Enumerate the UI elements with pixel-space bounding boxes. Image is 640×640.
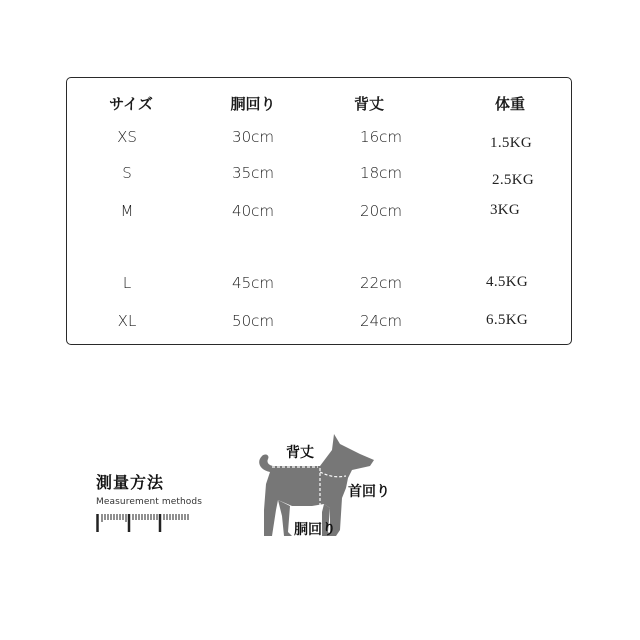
neck-girth-label: 首回り — [348, 484, 390, 500]
row-xl-waist: 50cm — [232, 312, 274, 330]
measurement-subtitle: Measurement methods — [96, 497, 202, 507]
row-xs-weight: 1.5KG — [490, 135, 532, 151]
size-table — [66, 77, 572, 345]
row-xl-weight: 6.5KG — [486, 312, 528, 328]
row-xs-back: 16cm — [360, 128, 402, 146]
row-s-size: S — [122, 164, 132, 182]
header-waist: 胴回り — [230, 95, 276, 113]
row-l-size: L — [122, 274, 132, 292]
row-m-waist: 40cm — [232, 202, 274, 220]
row-xl-size: XL — [117, 312, 137, 330]
row-m-weight: 3KG — [489, 202, 521, 218]
row-l-weight: 4.5KG — [486, 274, 528, 290]
row-s-weight: 2.5KG — [492, 172, 534, 188]
back-length-label: 背丈 — [286, 445, 314, 461]
row-s-back: 18cm — [360, 164, 402, 182]
row-xl-back: 24cm — [360, 312, 402, 330]
row-s-waist: 35cm — [232, 164, 274, 182]
waist-girth-label: 胴回り — [294, 522, 336, 538]
measurement-title: 測量方法 — [96, 473, 165, 492]
header-back-length: 背丈 — [353, 95, 385, 113]
measurement-heading — [96, 470, 202, 507]
row-m-back: 20cm — [360, 202, 402, 220]
row-m-size: M — [120, 202, 134, 220]
header-size: サイズ — [109, 95, 153, 113]
header-weight: 体重 — [494, 95, 526, 113]
row-xs-waist: 30cm — [232, 128, 274, 146]
row-l-back: 22cm — [360, 274, 402, 292]
row-xs-size: XS — [117, 128, 137, 146]
ruler-icon — [96, 512, 190, 536]
row-l-waist: 45cm — [232, 274, 274, 292]
